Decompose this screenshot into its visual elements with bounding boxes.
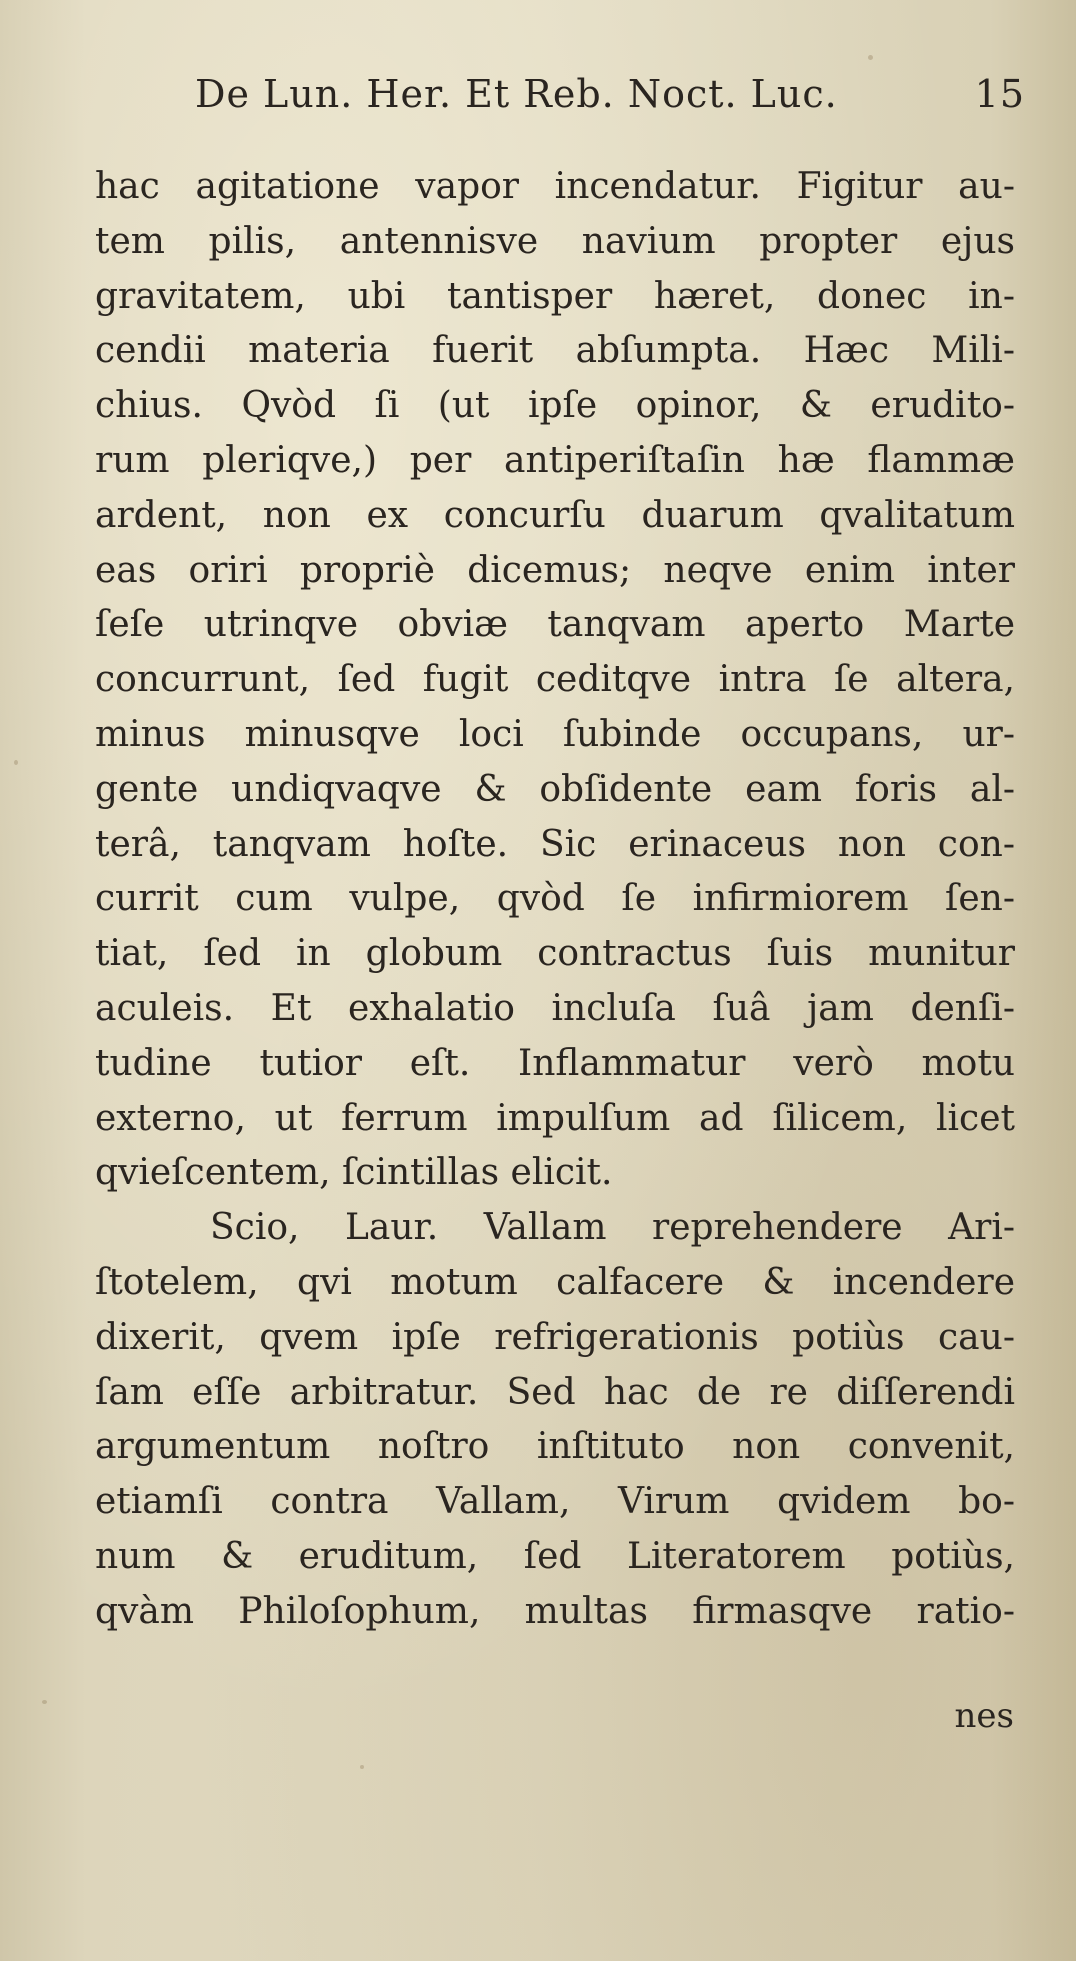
text-line: etiamſi contra Vallam, Virum qvidem bo-	[95, 1481, 1015, 1523]
text-line: gravitatem, ubi tantisper hæret, donec in-	[95, 275, 1015, 317]
text-line: num & eruditum, ſed Literatorem potiùs,	[95, 1535, 1015, 1577]
text-line: tem pilis, antennisve navium propter ejus	[95, 220, 1015, 262]
text-line: chius. Qvòd ſi (ut ipſe opinor, & erudito-	[95, 385, 1015, 427]
paper-spot	[14, 760, 18, 765]
text-line: eas oriri propriè dicemus; neqve enim inter	[95, 549, 1015, 591]
text-line: ſtotelem, qvi motum calfacere & incendere	[95, 1261, 1015, 1303]
paragraph-end-line: qvieſcentem, ſcintillas elicit.	[95, 1152, 613, 1194]
text-line: currit cum vulpe, qvòd ſe infirmiorem ſen-	[95, 878, 1015, 920]
text-line: rum pleriqve,) per antiperiſtaſin hæ flammæ	[95, 439, 1015, 481]
text-line: ardent, non ex concurſu duarum qvalitatum	[95, 494, 1015, 536]
catchword: nes	[954, 1696, 1014, 1736]
paper-spot	[868, 55, 873, 60]
text-line: cendii materia fuerit abſumpta. Hæc Mili-	[95, 330, 1015, 372]
paper-spot	[360, 1765, 364, 1769]
text-line: tiat, ſed in globum contractus ſuis munitur	[95, 933, 1015, 975]
text-line: gente undiqvaqve & obſidente eam foris al-	[95, 768, 1015, 810]
text-line: concurrunt, ſed fugit ceditqve intra ſe altera,	[95, 659, 1015, 701]
body-text	[95, 160, 1015, 1640]
running-title: De Lun. Her. Et Reb. Noct. Luc.	[195, 72, 838, 116]
text-line: dixerit, qvem ipſe refrigerationis potiùs cau-	[95, 1316, 1015, 1358]
text-line: qvàm Philoſophum, multas firmasqve ratio-	[95, 1590, 1015, 1632]
text-line: ſeſe utrinqve obviæ tanqvam aperto Marte	[95, 604, 1015, 646]
text-line: minus minusqve loci ſubinde occupans, ur-	[95, 713, 1015, 755]
page-header	[195, 72, 1025, 132]
text-line: aculeis. Et exhalatio incluſa ſuâ jam denſi-	[95, 987, 1015, 1029]
paper-spot	[42, 1700, 47, 1704]
text-line: tudine tutior eſt. Inflammatur verò motu	[95, 1042, 1015, 1084]
text-line: argumentum noſtro inſtituto non convenit,	[95, 1426, 1015, 1468]
text-line: ſam eſſe arbitratur. Sed hac de re diſſerendi	[95, 1371, 1015, 1413]
text-line: terâ, tanqvam hoſte. Sic erinaceus non con-	[95, 823, 1015, 865]
paragraph-start-line: Scio, Laur. Vallam reprehendere Ari-	[210, 1207, 1015, 1249]
text-line: hac agitatione vapor incendatur. Figitur au-	[95, 166, 1015, 207]
page-number: 15	[974, 72, 1025, 116]
text-line: externo, ut ferrum impulſum ad ſilicem, licet	[95, 1097, 1015, 1139]
